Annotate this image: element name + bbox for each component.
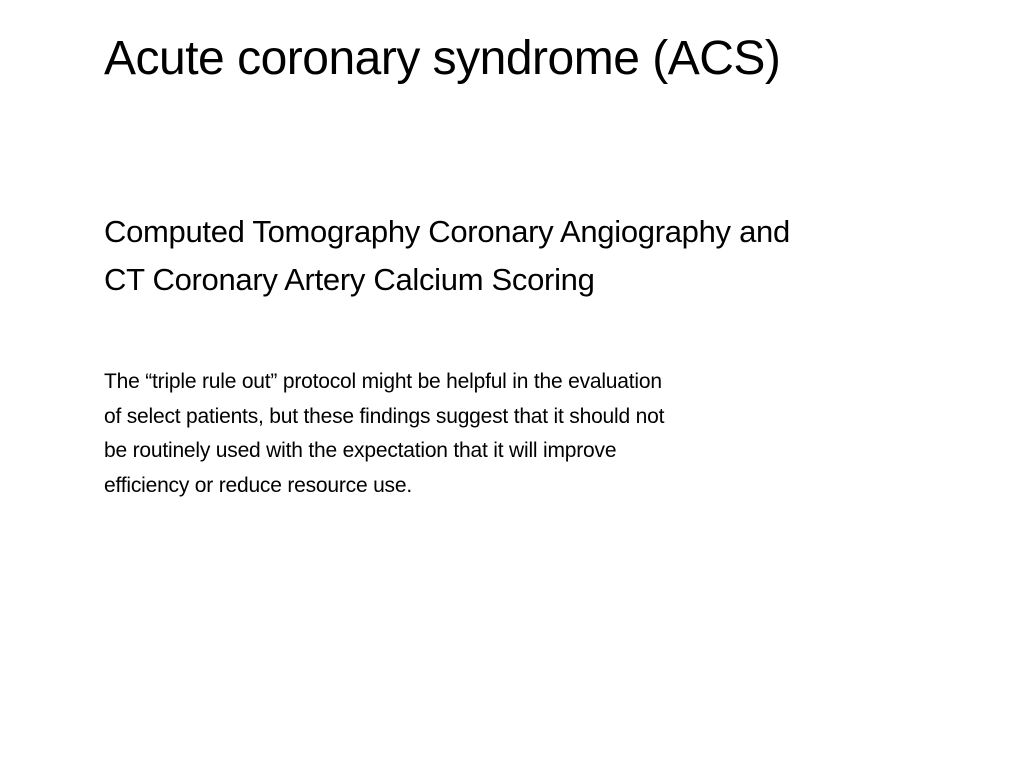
body-line: be routinely used with the expectation that it will improve [104,439,617,462]
subtitle-line: CT Coronary Artery Calcium Scoring [104,262,595,297]
subtitle-line: Computed Tomography Coronary Angiography and [104,214,790,249]
body-line: of select patients, but these findings suggest that it should not [104,404,665,428]
body-line: efficiency or reduce resource use. [104,473,412,497]
body-line: The “triple rule out” protocol might be helpful in the evaluation [104,370,662,393]
slide-subtitle [104,208,984,304]
slide-body-paragraph [104,365,864,503]
slide-title: Acute coronary syndrome (ACS) [104,32,781,85]
